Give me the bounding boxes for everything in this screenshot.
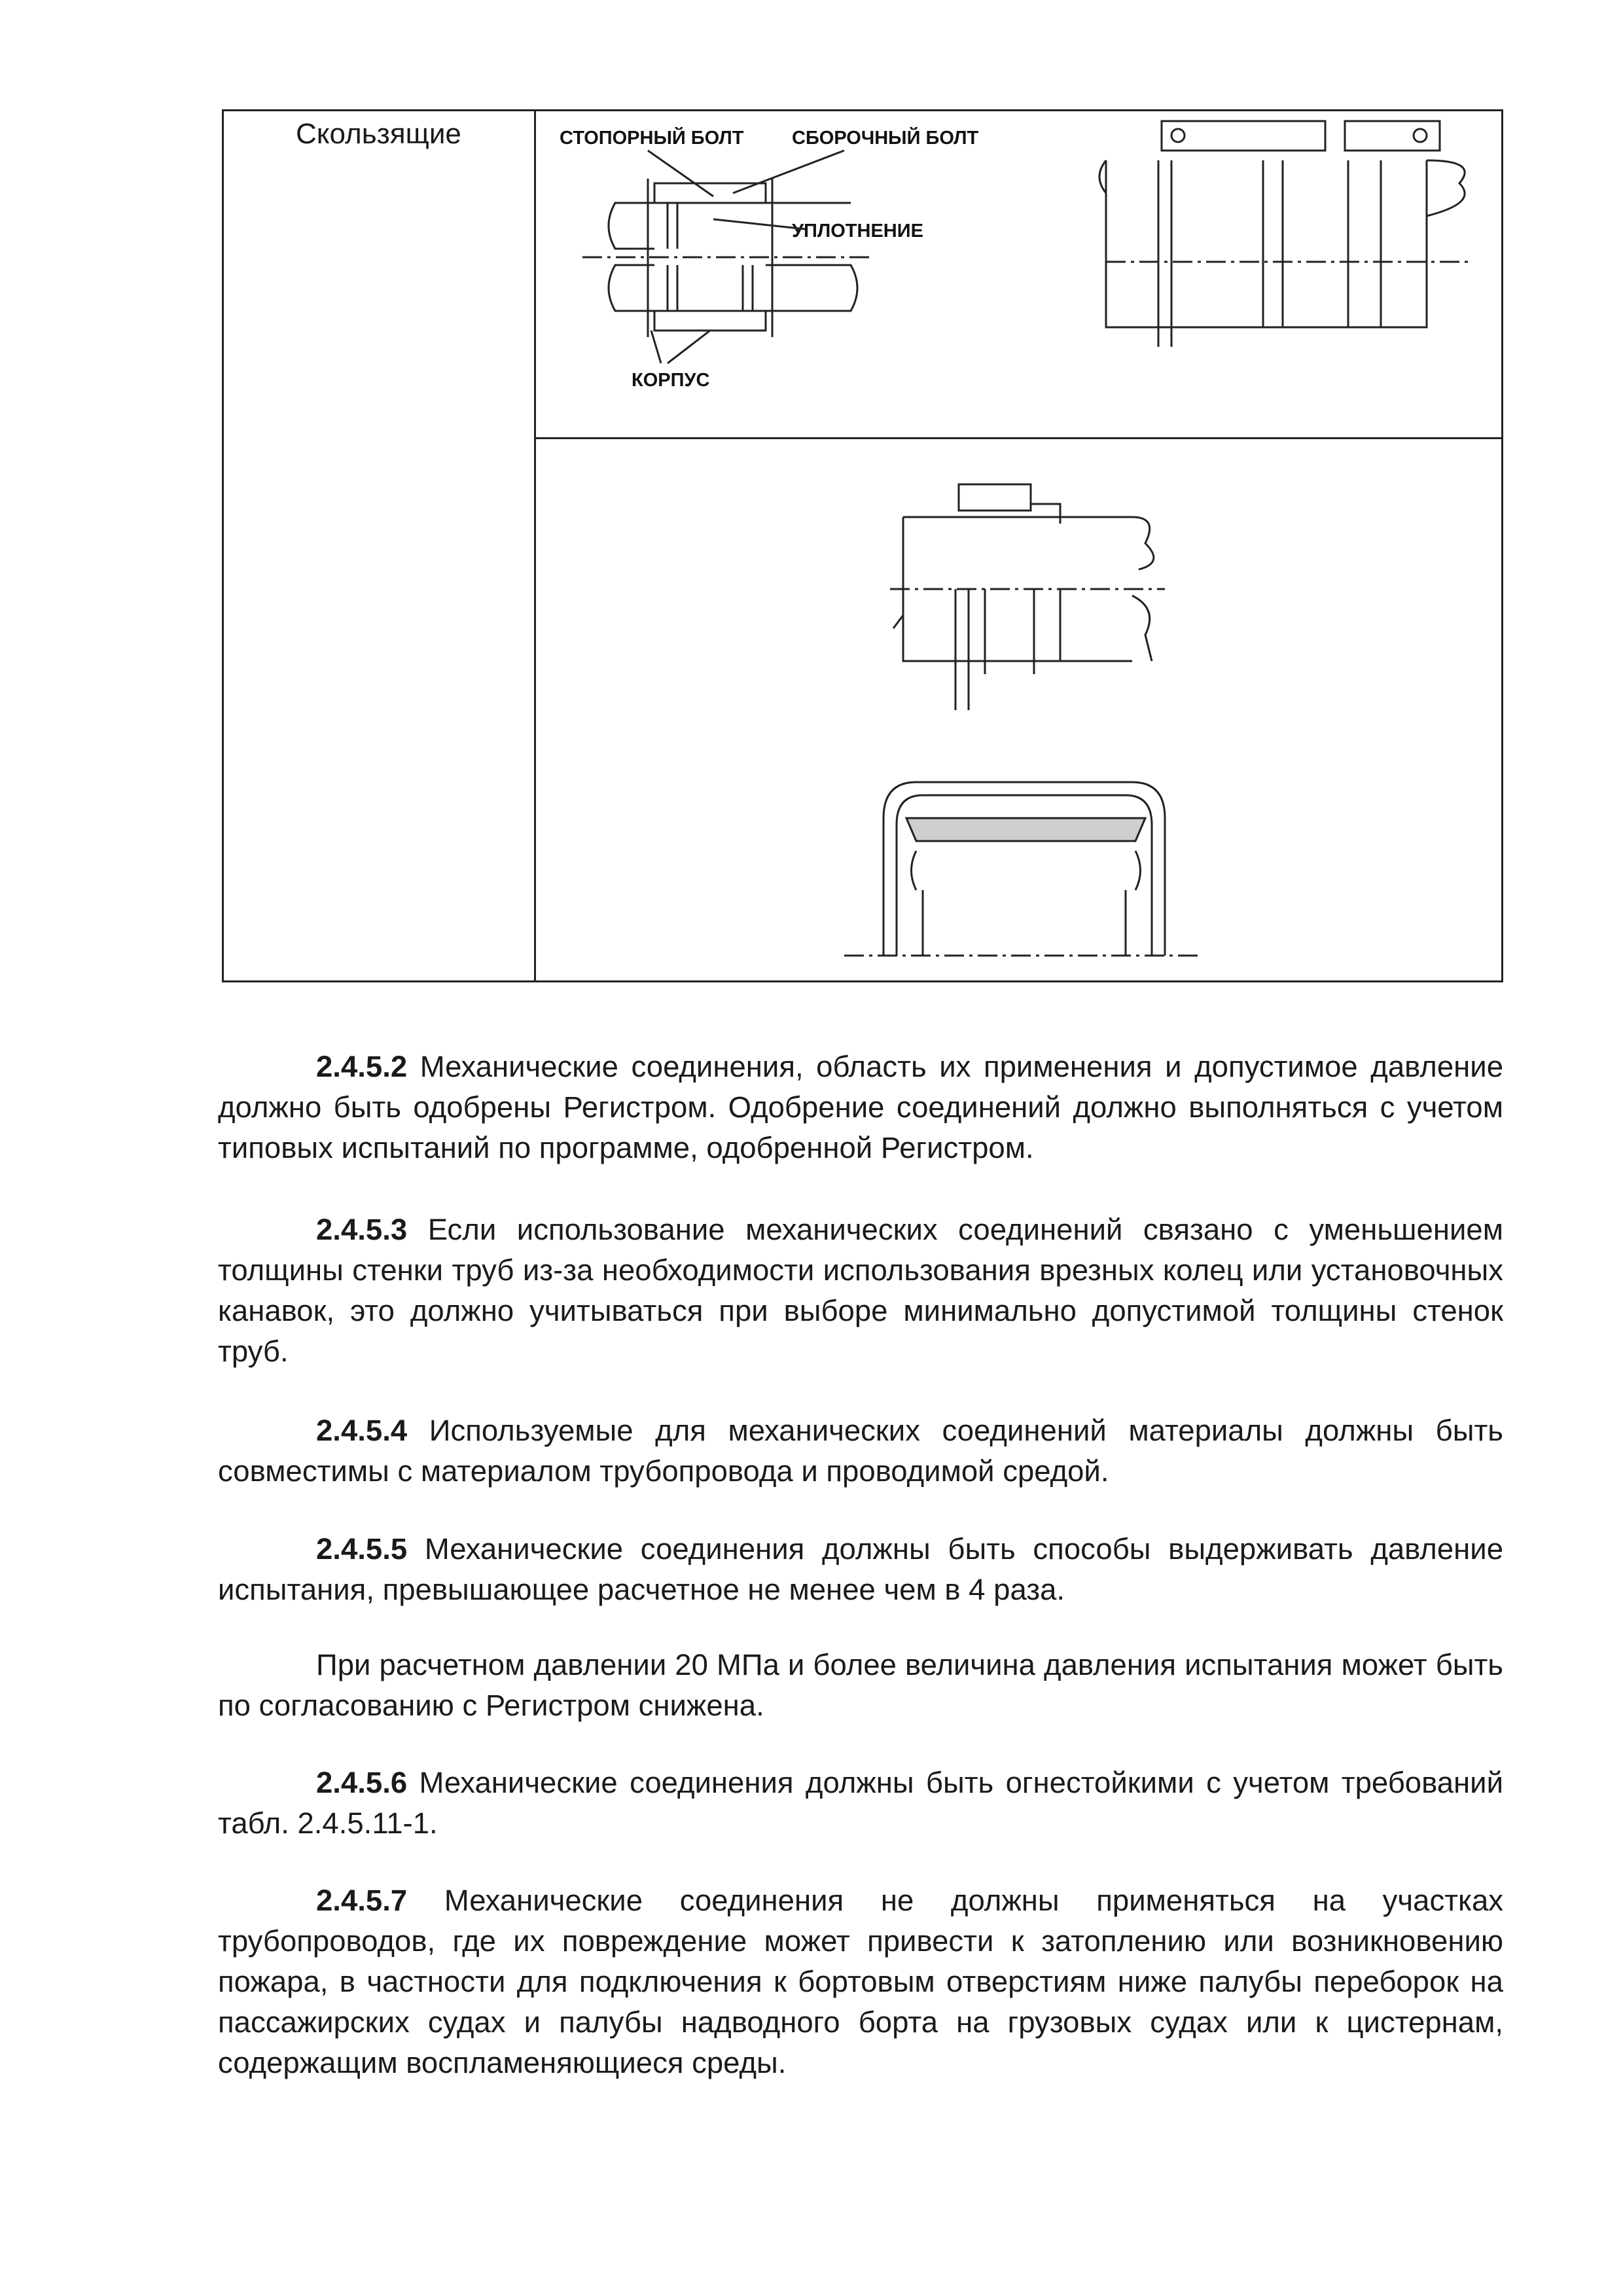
- slip-joint-labeled-figure: [556, 121, 1027, 396]
- paragraph-2-4-5-2: 2.4.5.2 Механические соединения, область их применения и допустимое давление должно быть одобрены Регистром. Одобрение соединений должно выполняться с учетом типовых испытаний по программе, одобренной Регистром.: [218, 1050, 1503, 1164]
- paragraph-2-4-5-3: 2.4.5.3 Если использование механических соединений связано с уменьшением толщины стенки труб из-за необходимости использования врезных колец или установочных канавок, это должно учитываться при выборе минимально допустимой толщины стенок труб.: [218, 1213, 1503, 1368]
- label-body: КОРПУС: [632, 370, 710, 391]
- paragraph-pressure-note: При расчетном давлении 20 МПа и более величина давления испытания может быть по согласованию с Регистром снижена.: [218, 1648, 1503, 1722]
- paragraph-2-4-5-4: 2.4.5.4 Используемые для механических соединений материалы должны быть совместимы с материалом трубопровода и проводимой средой.: [218, 1414, 1503, 1488]
- table-row-divider: [536, 437, 1501, 439]
- paragraph-2-4-5-6: 2.4.5.6 Механические соединения должны быть огнестойкими с учетом требований табл. 2.4.5.11-1.: [218, 1766, 1503, 1840]
- label-stop-bolt: СТОПОРНЫЙ БОЛТ: [560, 128, 744, 149]
- table-column-divider: [534, 111, 536, 980]
- slip-joint-figure-right: [1086, 111, 1492, 373]
- label-seal: УПЛОТНЕНИЕ: [792, 221, 923, 242]
- slip-joint-figure-middle: [883, 484, 1224, 720]
- paragraph-2-4-5-5: 2.4.5.5 Механические соединения должны быть способы выдерживать давление испытания, превышающее расчетное не менее чем в 4 раза.: [218, 1532, 1503, 1606]
- paragraph-2-4-5-7: 2.4.5.7 Механические соединения не должны применяться на участках трубопроводов, где их повреждение может привести к затоплению или возникновению пожара, в частности для подключения к бортовым отверстиям ниже палубы переборок на пассажирских судах и палубы надводного борта на грузовых судах или к цистернам, содержащим воспламеняющиеся среды.: [218, 1884, 1503, 2079]
- label-assembly-bolt: СБОРОЧНЫЙ БОЛТ: [792, 128, 979, 149]
- coupling-seal-figure: [831, 766, 1211, 962]
- joint-type-label: Скользящие: [296, 118, 461, 150]
